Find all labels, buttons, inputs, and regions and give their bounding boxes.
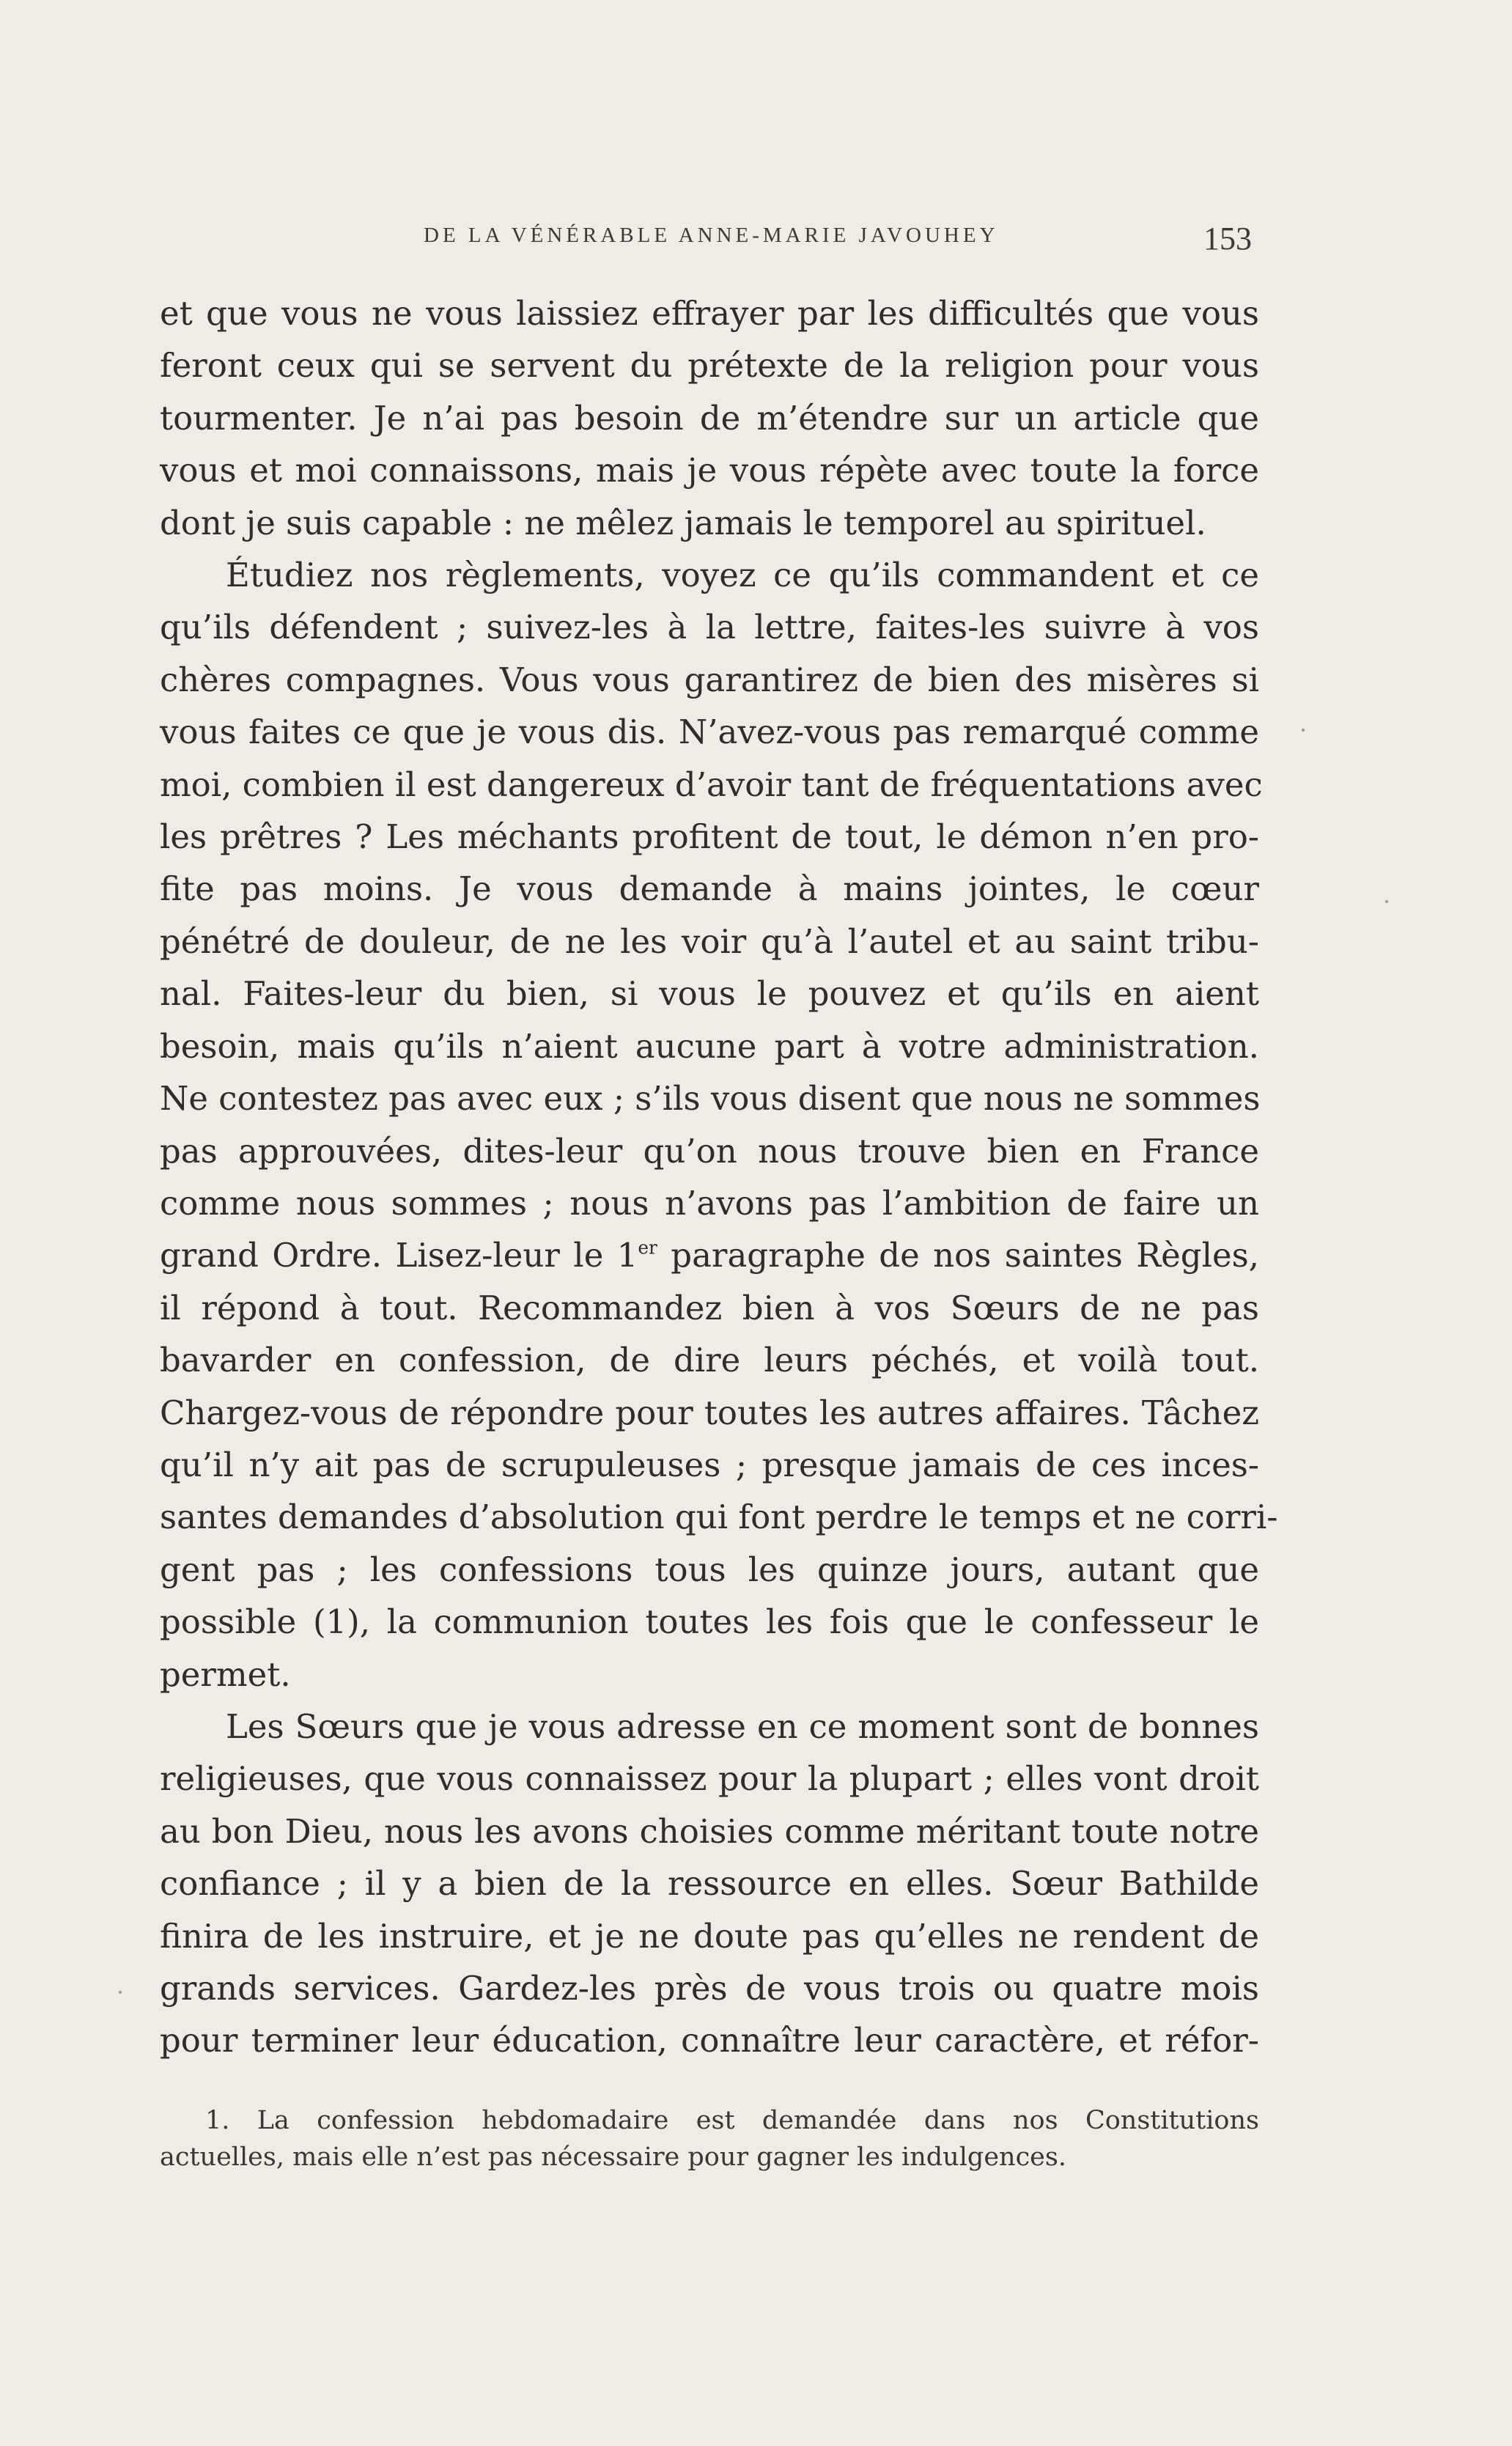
text-line: vous faites ce que je vous dis. N’avez-vous pas remarqué comme [160, 712, 1259, 752]
text-line: possible (1), la communion toutes les fois que le confesseur le [160, 1602, 1259, 1642]
paragraph-start-line: Les Sœurs que je vous adresse en ce moment sont de bonnes [226, 1706, 1259, 1746]
text-line: qu’il n’y ait pas de scrupuleuses ; presque jamais de ces inces- [160, 1445, 1259, 1484]
ordinal-suffix: er [638, 1237, 657, 1259]
text-fragment: grand Ordre. Lisez-leur le [160, 1236, 617, 1275]
text-line-with-ordinal [160, 1229, 1259, 1281]
paragraph-start-line: Étudiez nos règlements, voyez ce qu’ils commandent et ce [226, 556, 1259, 595]
paper-speck [1385, 900, 1388, 903]
text-line: chères compagnes. Vous vous garantirez de bien des misères si [160, 660, 1259, 699]
footnote-line: actuelles, mais elle n’est pas nécessaire pour gagner les indulgences. [160, 2143, 1066, 2172]
body-text [160, 287, 1278, 2067]
text-line: comme nous sommes ; nous n’avons pas l’ambition de faire un [160, 1183, 1259, 1223]
text-line: confiance ; il y a bien de la ressource en elles. Sœur Bathilde [160, 1864, 1259, 1904]
text-line: qu’ils défendent ; suivez-les à la lettre, faites-les suivre à vos [160, 608, 1259, 647]
text-line: fite pas moins. Je vous demande à mains jointes, le cœur [160, 869, 1259, 909]
text-line: moi, combien il est dangereux d’avoir tant de fréquentations avec [160, 765, 1263, 804]
text-line: Chargez-vous de répondre pour toutes les autres affaires. Tâchez [160, 1393, 1259, 1432]
text-line: grands services. Gardez-les près de vous trois ou quatre mois [160, 1969, 1259, 2008]
text-line: et que vous ne vous laissiez effrayer par les difficultés que vous [160, 294, 1259, 333]
text-line: bavarder en confession, de dire leurs péchés, et voilà tout. [160, 1341, 1259, 1380]
text-line: vous et moi connaissons, mais je vous répète avec toute la force [160, 451, 1259, 490]
text-line: nal. Faites-leur du bien, si vous le pouvez et qu’ils en aient [160, 974, 1259, 1014]
text-line: les prêtres ? Les méchants profitent de tout, le démon n’en pro- [160, 817, 1259, 857]
footnote [160, 2102, 1259, 2176]
text-line: tourmenter. Je n’ai pas besoin de m’étendre sur un article que [160, 398, 1259, 438]
text-line: religieuses, que vous connaissez pour la plupart ; elles vont droit [160, 1759, 1259, 1799]
text-line: au bon Dieu, nous les avons choisies comme méritant toute notre [160, 1811, 1259, 1851]
text-line: dont je suis capable : ne mêlez jamais le temporel au spirituel. [160, 503, 1206, 542]
paper-speck [1302, 729, 1305, 732]
ordinal-number: 1 [616, 1236, 638, 1275]
text-line: permet. [160, 1654, 291, 1694]
text-line: pas approuvées, dites-leur qu’on nous trouve bien en France [160, 1131, 1259, 1171]
text-line: il répond à tout. Recommandez bien à vos Sœurs de ne pas [160, 1288, 1259, 1327]
text-line: santes demandes d’absolution qui font perdre le temps et ne corri- [160, 1498, 1278, 1537]
text-line: Ne contestez pas avec eux ; s’ils vous disent que nous ne sommes [160, 1079, 1261, 1119]
text-line: pénétré de douleur, de ne les voir qu’à l’autel et au saint tribu- [160, 921, 1259, 961]
text-line: besoin, mais qu’ils n’aient aucune part à votre administration. [160, 1026, 1259, 1066]
paper-speck [119, 1991, 122, 1994]
text-line: feront ceux qui se servent du prétexte de la religion pour vous [160, 346, 1259, 386]
text-line: finira de les instruire, et je ne doute pas qu’elles ne rendent de [160, 1916, 1259, 1956]
page-number: 153 [1203, 221, 1252, 257]
running-title: DE LA VÉNÉRABLE ANNE-MARIE JAVOUHEY [424, 224, 999, 247]
text-line: gent pas ; les confessions tous les quinze jours, autant que [160, 1550, 1259, 1589]
text-line: pour terminer leur éducation, connaître leur caractère, et réfor- [160, 2021, 1259, 2060]
text-fragment: paragraphe de nos saintes Règles, [657, 1236, 1259, 1275]
footnote-line: 1. La confession hebdomadaire est demandée dans nos Constitutions [205, 2106, 1259, 2135]
